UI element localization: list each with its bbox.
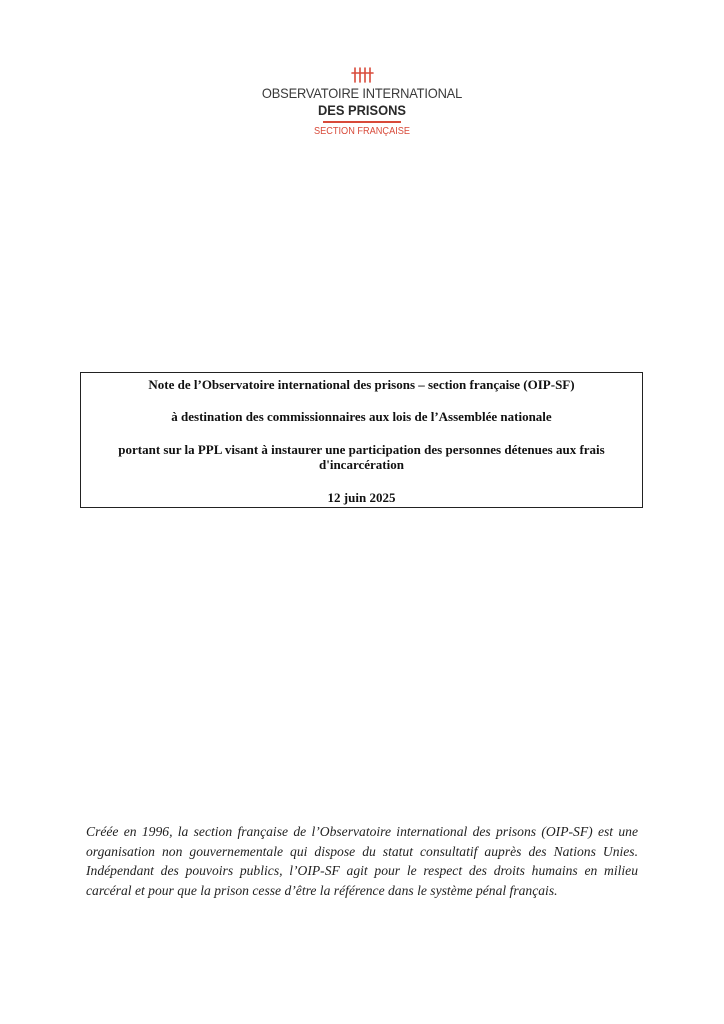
tally-marks-icon <box>350 66 374 84</box>
oip-logo <box>0 66 724 138</box>
document-title-box <box>80 372 643 508</box>
organisation-description: Créée en 1996, la section française de l’Observatoire international des prisons (OIP-SF) est une organisation non gouvernementale qui dispose du statut consultatif auprès des Nations Unies. Indépendant des pouvoirs publics, l’OIP-SF agit pour le respect des droits humains en milieu carcéral et pour que la prison cesse d’être la référence dans le système pénal français. <box>86 824 638 898</box>
title-line-subject: portant sur la PPL visant à instaurer une participation des personnes détenues aux frais d'incarcération <box>118 442 605 472</box>
title-line-author: Note de l’Observatoire international des prisons – section française (OIP-SF) <box>148 377 575 392</box>
logo-divider <box>323 121 401 123</box>
title-line-recipient: à destination des commissionnaires aux lois de l’Assemblée nationale <box>171 409 552 424</box>
logo-line-prisons: DES PRISONS <box>317 102 407 118</box>
logo-line-organisation: OBSERVATOIRE INTERNATIONAL <box>261 85 463 101</box>
logo-line-section: SECTION FRANÇAISE <box>313 126 411 137</box>
title-date: 12 juin 2025 <box>327 490 396 505</box>
